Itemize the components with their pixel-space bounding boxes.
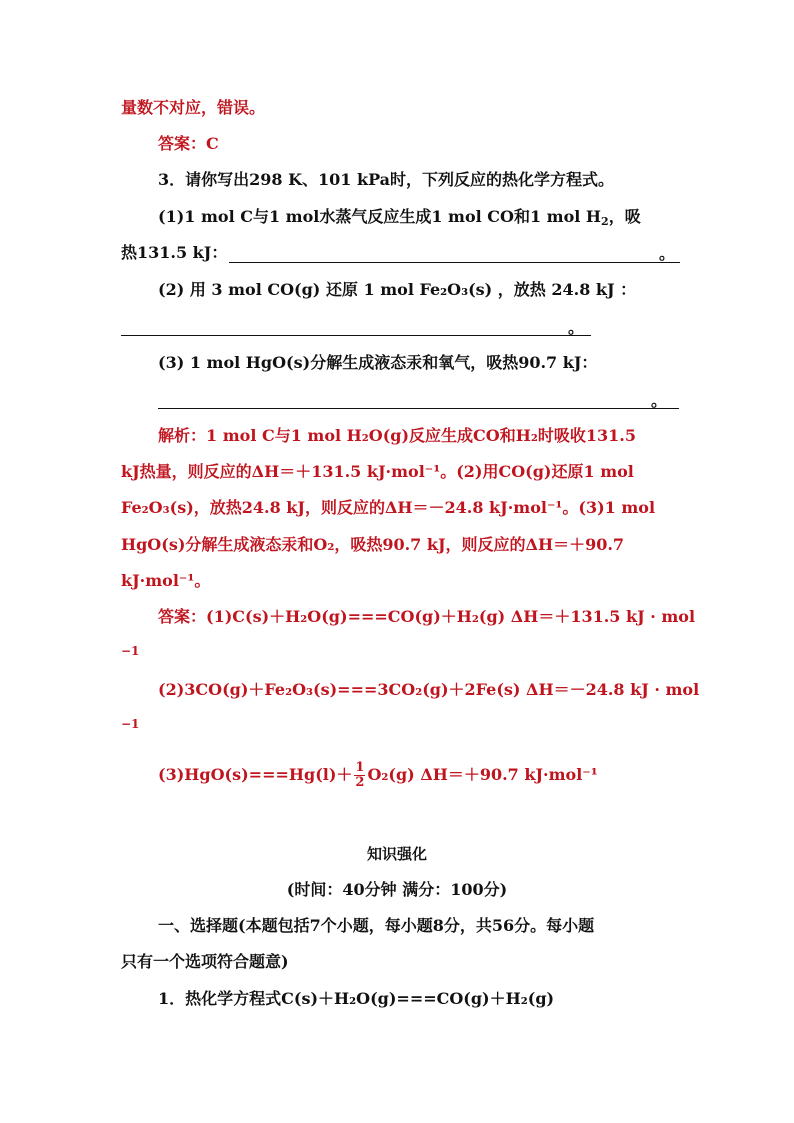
answer2-eq3-b: O₂(g) ΔH＝＋90.7 kJ·mol⁻¹: [367, 765, 598, 784]
fraction-numerator: 1: [355, 760, 365, 775]
answer-line: [158, 133, 219, 155]
question-part-1-tail: ，吸: [608, 207, 641, 226]
question-part-1-text: (1)1 mol C与1 mol水蒸气反应生成1 mol CO和1 mol H: [158, 207, 602, 226]
answer-blank-2[interactable]: [121, 335, 591, 336]
question-part-3: (3) 1 mol HgO(s)分解生成液态汞和氧气，吸热90.7 kJ：: [158, 353, 598, 372]
period-mark: 。: [651, 391, 668, 410]
answer-blank-1[interactable]: [229, 262, 680, 263]
answer2-line-2: (2)3CO(g)＋Fe₂O₃(s)===3CO₂(g)＋2Fe(s) ΔH＝－24.8 kJ · mol: [158, 680, 700, 699]
answer2-line-1: [158, 606, 695, 628]
fraction-denominator: 2: [355, 775, 365, 790]
answer2-eq3-a: (3)HgO(s)===Hg(l)＋: [158, 765, 353, 784]
explanation-line-2: kJ热量，则反应的ΔH＝＋131.5 kJ·mol⁻¹。(2)用CO(g)还原1 mol: [121, 462, 634, 481]
part-heading: [158, 915, 594, 937]
period-mark: 。: [568, 318, 585, 337]
text-line: 量数不对应，错误。: [121, 98, 266, 117]
question-1: 1．热化学方程式C(s)＋H₂O(g)===CO(g)＋H₂(g): [158, 989, 555, 1008]
question-part-1-cont: 热131.5 kJ：: [121, 243, 228, 262]
answer2-line-1b: −1: [121, 644, 140, 658]
answer2-label: 答案：: [158, 607, 207, 626]
answer2-eq1: (1)C(s)＋H₂O(g)===CO(g)＋H₂(g) ΔH＝＋131.5 kJ · mol: [206, 607, 696, 626]
explanation-line-3: Fe₂O₃(s)，放热24.8 kJ，则反应的ΔH＝－24.8 kJ·mol⁻¹。(3)1 mol: [121, 498, 656, 517]
part-heading-title: 一、选择题: [158, 916, 239, 935]
explanation-label: 解析：: [158, 426, 207, 445]
part-heading-cont: 只有一个选项符合题意): [121, 952, 289, 971]
explanation-text: 1 mol C与1 mol H₂O(g)反应生成CO和H₂时吸收131.5: [206, 426, 636, 445]
section-subtitle: (时间：40分钟 满分：100分): [286, 880, 508, 899]
section-title: 知识强化: [366, 845, 427, 863]
part-heading-desc: (本题包括7个小题，每小题8分，共56分。每小题: [238, 916, 595, 935]
period-mark: 。: [659, 244, 676, 263]
fraction: [354, 761, 365, 790]
explanation-line-5: kJ·mol⁻¹。: [121, 571, 211, 590]
answer2-line-3: [158, 760, 598, 790]
question-part-1: [158, 206, 674, 233]
answer-blank-3[interactable]: [158, 408, 679, 409]
answer2-line-2b: −1: [121, 717, 140, 731]
subscript: 2: [601, 215, 609, 228]
answer-value: C: [206, 134, 219, 153]
answer-label: 答案：: [158, 134, 207, 153]
question-stem: 3．请你写出298 K、101 kPa时，下列反应的热化学方程式。: [158, 170, 615, 189]
explanation-line-4: HgO(s)分解生成液态汞和O₂，吸热90.7 kJ，则反应的ΔH＝＋90.7: [121, 535, 625, 554]
explanation-line-1: [158, 425, 636, 447]
question-part-2: (2) 用 3 mol CO(g) 还原 1 mol Fe₂O₃(s) ，放热 24.8 kJ ：: [158, 280, 637, 299]
